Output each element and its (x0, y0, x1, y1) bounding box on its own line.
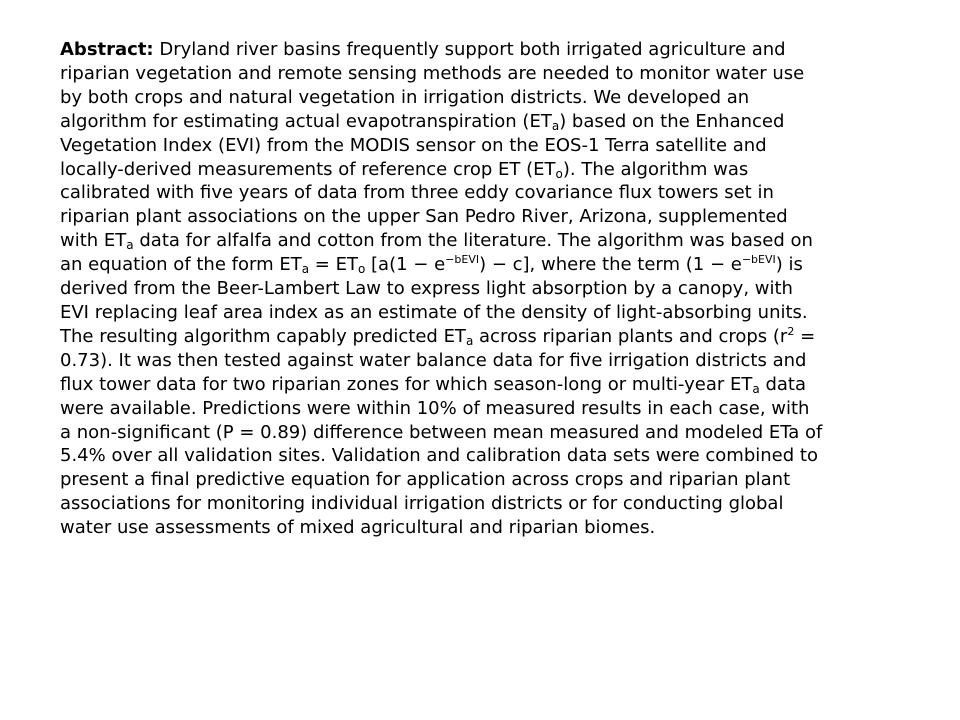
line-text: 5.4% over all validation sites. Validation and calibration data sets were combined to (60, 445, 818, 467)
abstract-line (60, 421, 910, 445)
subscript: o (357, 262, 366, 277)
line-text: locally-derived measurements of reference crop ET (ET (60, 158, 556, 180)
line-text: riparian vegetation and remote sensing methods are needed to monitor water use (60, 62, 805, 84)
abstract-line (60, 349, 910, 373)
line-text: ) − c], where the term (1 − e (479, 254, 742, 276)
line-text: data (759, 373, 806, 395)
line-text: across riparian plants and crops (r (473, 325, 788, 347)
abstract-line (60, 134, 910, 158)
line-text: riparian plant associations on the upper San Pedro River, Arizona, supplemented (60, 206, 788, 228)
line-text: [a(1 − e (365, 254, 446, 276)
line-text: ) based on the Enhanced (559, 110, 785, 132)
line-text: = (794, 325, 816, 347)
abstract-line (60, 301, 910, 325)
abstract-line (60, 516, 910, 540)
abstract-line (60, 110, 910, 134)
abstract-line (60, 492, 910, 516)
line-text: with ET (60, 230, 127, 252)
superscript: −bEVI (445, 253, 480, 267)
line-text: flux tower data for two riparian zones for which season-long or multi-year ET (60, 373, 753, 395)
line-text: data for alfalfa and cotton from the literature. The algorithm was based on (133, 230, 813, 252)
line-text: ) is (775, 254, 803, 276)
line-text: 0.73). It was then tested against water balance data for five irrigation districts and (60, 349, 807, 371)
line-text: EVI replacing leaf area index as an estimate of the density of light-absorbing units. (60, 301, 808, 323)
line-text: The resulting algorithm capably predicted ET (60, 325, 466, 347)
abstract-line (60, 205, 910, 229)
abstract-line (60, 253, 910, 277)
line-text: Vegetation Index (EVI) from the MODIS sensor on the EOS-1 Terra satellite and (60, 134, 767, 156)
line-text: Dryland river basins frequently support both irrigated agriculture and (159, 39, 786, 60)
abstract-line (60, 444, 910, 468)
abstract-line (60, 158, 910, 182)
subscript: a (465, 333, 474, 348)
abstract-line (60, 229, 910, 253)
superscript: −bEVI (741, 253, 776, 267)
line-text: = ET (309, 254, 358, 276)
line-text: calibrated with five years of data from three eddy covariance flux towers set in (60, 182, 774, 204)
abstract-line (60, 181, 910, 205)
line-text: an equation of the form ET (60, 254, 302, 276)
abstract-line (60, 62, 910, 86)
superscript: 2 (787, 324, 795, 338)
subscript: a (126, 238, 134, 253)
line-text: associations for monitoring individual irrigation districts or for conducting global (60, 493, 784, 515)
abstract-line (60, 325, 910, 349)
subscript: a (551, 118, 560, 133)
subscript: a (752, 381, 760, 396)
line-text: derived from the Beer-Lambert Law to express light absorption by a canopy, with (60, 278, 793, 300)
abstract-line (60, 277, 910, 301)
line-text: a non-significant (P = 0.89) difference between mean measured and modeled ETa of (60, 421, 823, 443)
line-text: present a final predictive equation for application across crops and riparian plant (60, 469, 791, 491)
abstract-text (60, 38, 910, 540)
abstract-line (60, 86, 910, 110)
subscript: a (301, 262, 310, 277)
abstract-line (60, 468, 910, 492)
line-text: algorithm for estimating actual evapotranspiration (ET (60, 110, 552, 132)
line-text: water use assessments of mixed agricultural and riparian biomes. (60, 517, 656, 539)
abstract-line (60, 397, 910, 421)
abstract-label: Abstract: (60, 39, 154, 60)
line-text: ). The algorithm was (562, 158, 749, 180)
abstract-line (60, 38, 910, 62)
subscript: o (555, 166, 563, 181)
abstract-line (60, 373, 910, 397)
line-text: were available. Predictions were within 10% of measured results in each case, with (60, 397, 810, 419)
line-text: by both crops and natural vegetation in irrigation districts. We developed an (60, 86, 750, 108)
